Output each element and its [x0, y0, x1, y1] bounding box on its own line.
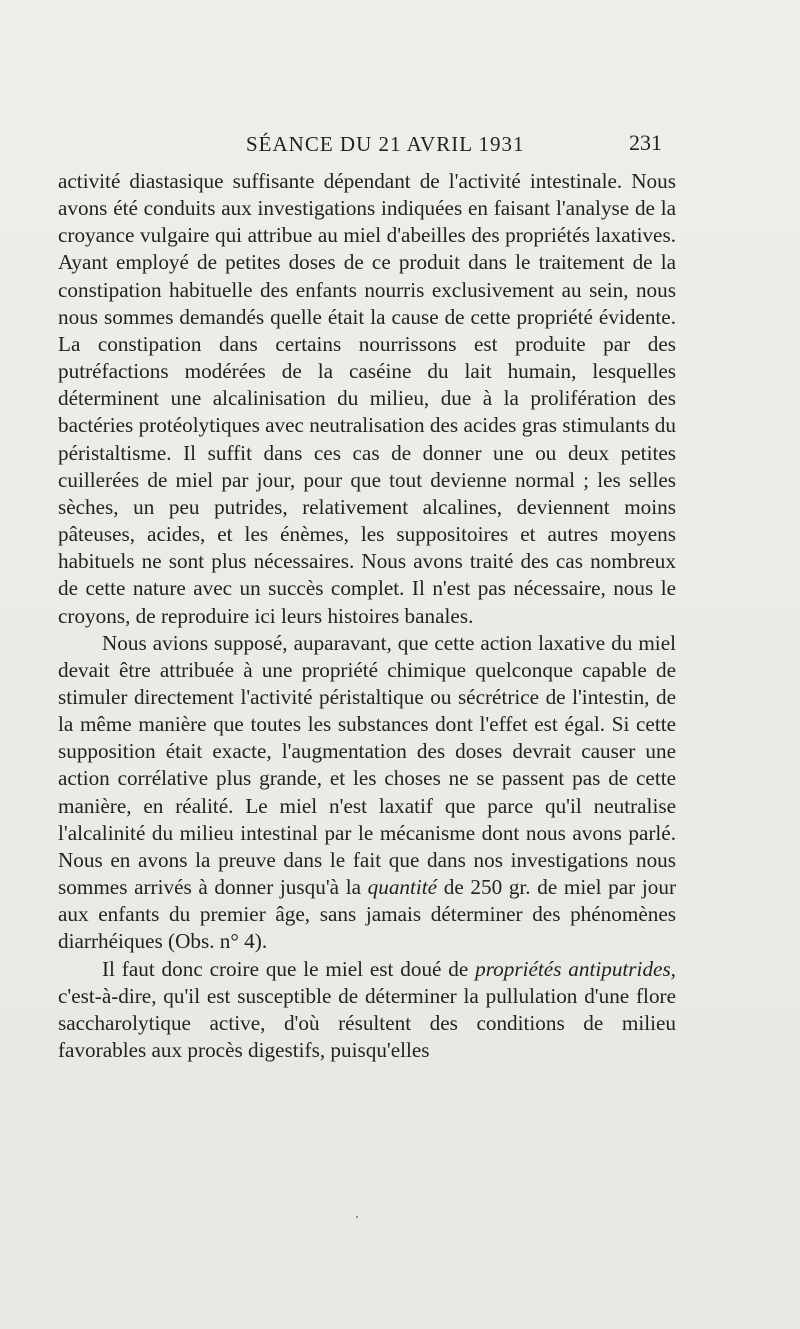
paragraph-2-text-before: Nous avions supposé, auparavant, que cette action laxative du miel devait être attribuée à une propriété chimique quelconque capable de stimuler directement l'activité péristaltique ou sécrétrice de l'intestin, de la même manière que toutes les substances dont l'effet est égal. Si cette supposition était exacte, l'augmentation des doses devrait causer une action corrélative plus grande, et les choses ne se passent pas de cette manière, en réalité. Le miel n'est laxatif que parce qu'il neutralise l'alcalinité du milieu intestinal par le mécanisme dont nous avons parlé. Nous en avons la preuve dans le fait que dans nos investigations nous sommes arrivés à donner jusqu'à la [58, 630, 676, 900]
page-header [222, 126, 662, 160]
running-title: SÉANCE DU 21 AVRIL 1931 [246, 132, 525, 156]
paragraph-3-text-before: Il faut donc croire que le miel est doué de [102, 956, 469, 981]
paragraph-2-emphasis: quantité [367, 875, 438, 900]
paragraph-1: activité diastasique suffisante dépendant de l'activité intestinale. Nous avons été conduits aux investigations indiquées en faisant l'analyse de la croyance vulgaire qui attribue au miel d'abeilles des propriétés laxatives. Ayant employé de petites doses de ce produit dans le traitement de la constipation habituelle des enfants nourris exclusivement au sein, nous nous sommes demandés quelle était la cause de cette propriété évidente. La constipation dans certains nourrissons est produite par des putréfactions modérées de la caséine du lait humain, lesquelles déterminent une alcalinisation du milieu, due à la prolifération des bactéries protéolytiques avec neutralisation des acides gras stimulants du péristaltisme. Il suffit dans ces cas de donner une ou deux petites cuillerées de miel par jour, pour que tout devienne normal ; les selles sèches, un peu putrides, relativement alcalines, deviennent moins pâteuses, acides, et les énèmes, les suppositoires et autres moyens habituels ne sont plus nécessaires. Nous avons traité des cas nombreux de cette nature avec un succès complet. Il n'est pas nécessaire, nous le croyons, de reproduire ici leurs histoires banales. [58, 169, 676, 628]
paragraph-3 [58, 956, 676, 1065]
page-number: 231 [629, 130, 662, 155]
paragraph-3-text-after: c'est-à-dire, qu'il est susceptible de déterminer la pullulation d'une flore saccharolytique active, d'où résultent des conditions de milieu favorables aux procès digestifs, puisqu'elles [58, 983, 676, 1062]
paragraph-3-emphasis: propriétés antiputrides, [475, 956, 676, 981]
paragraph-2 [58, 630, 676, 956]
paper-speck [356, 1216, 358, 1218]
body-text [58, 168, 676, 1064]
paragraph-2-text-after: de 250 gr. de miel par jour aux enfants du premier âge, sans jamais déterminer des phénomènes diarrhéiques (Obs. n° 4). [58, 875, 677, 954]
